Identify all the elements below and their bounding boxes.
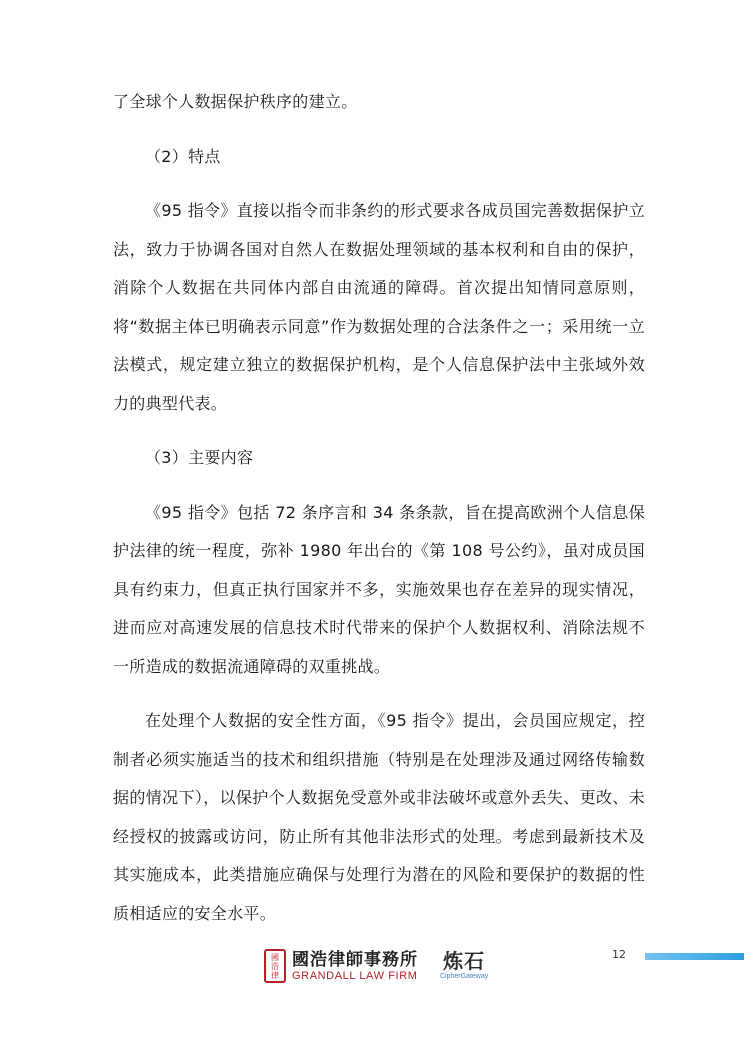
section-heading-main-content: （3）主要内容	[145, 448, 254, 467]
partner-name-cn: 炼石	[443, 949, 486, 973]
grandall-logo	[292, 950, 418, 983]
page-number: 12	[612, 948, 626, 961]
paragraph-security: 在处理个人数据的安全性方面，《95 指令》提出，会员国应规定，控制者必须实施适当的技术和组织措施（特别是在处理涉及通过网络传输数据的情况下），以保护个人数据免受意外或非法破坏或意外丢失、更改、未经授权的披露或访问，防止所有其他非法形式的处理。考虑到最新技术及其实施成本，此类措施应确保与处理行为潜在的风险和要保护的数据的性质相适应的安全水平。	[113, 711, 645, 923]
paragraph-main-content: 《95 指令》包括 72 条序言和 34 条条款，旨在提高欧洲个人信息保护法律的统一程度，弥补 1980 年出台的《第 108 号公约》，虽对成员国具有约束力，但真正执行国家并不多，实施效果也存在差异的现实情况，进而应对高速发展的信息技术时代带来的保护个人数据权利、消除法规不一所造成的数据流通障碍的双重挑战。	[113, 502, 645, 676]
footer-logos	[264, 943, 488, 989]
firm-name-en: GRANDALL LAW FIRM	[292, 969, 418, 982]
paragraph-features: 《95 指令》直接以指令而非条约的形式要求各成员国完善数据保护立法，致力于协调各国对自然人在数据处理领域的基本权利和自由的保护，消除个人数据在共同体内部自由流通的障碍。首次提出知情同意原则，将“数据主体已明确表示同意”作为数据处理的合法条件之一；采用统一立法模式，规定建立独立的数据保护机构，是个人信息保护法中主张域外效力的典型代表。	[113, 201, 645, 413]
section-heading-features: （2）特点	[145, 146, 221, 166]
grandall-seal-logo: 國 浩 律	[264, 949, 286, 983]
firm-name-cn: 國浩律師事務所	[292, 949, 418, 970]
page-accent-bar	[645, 953, 744, 960]
partner-name-en: CipherGateway	[440, 973, 489, 980]
document-body	[113, 83, 645, 933]
ciphergateway-logo	[440, 950, 488, 982]
paragraph-intro-tail: 了全球个人数据保护秩序的建立。	[113, 92, 358, 111]
